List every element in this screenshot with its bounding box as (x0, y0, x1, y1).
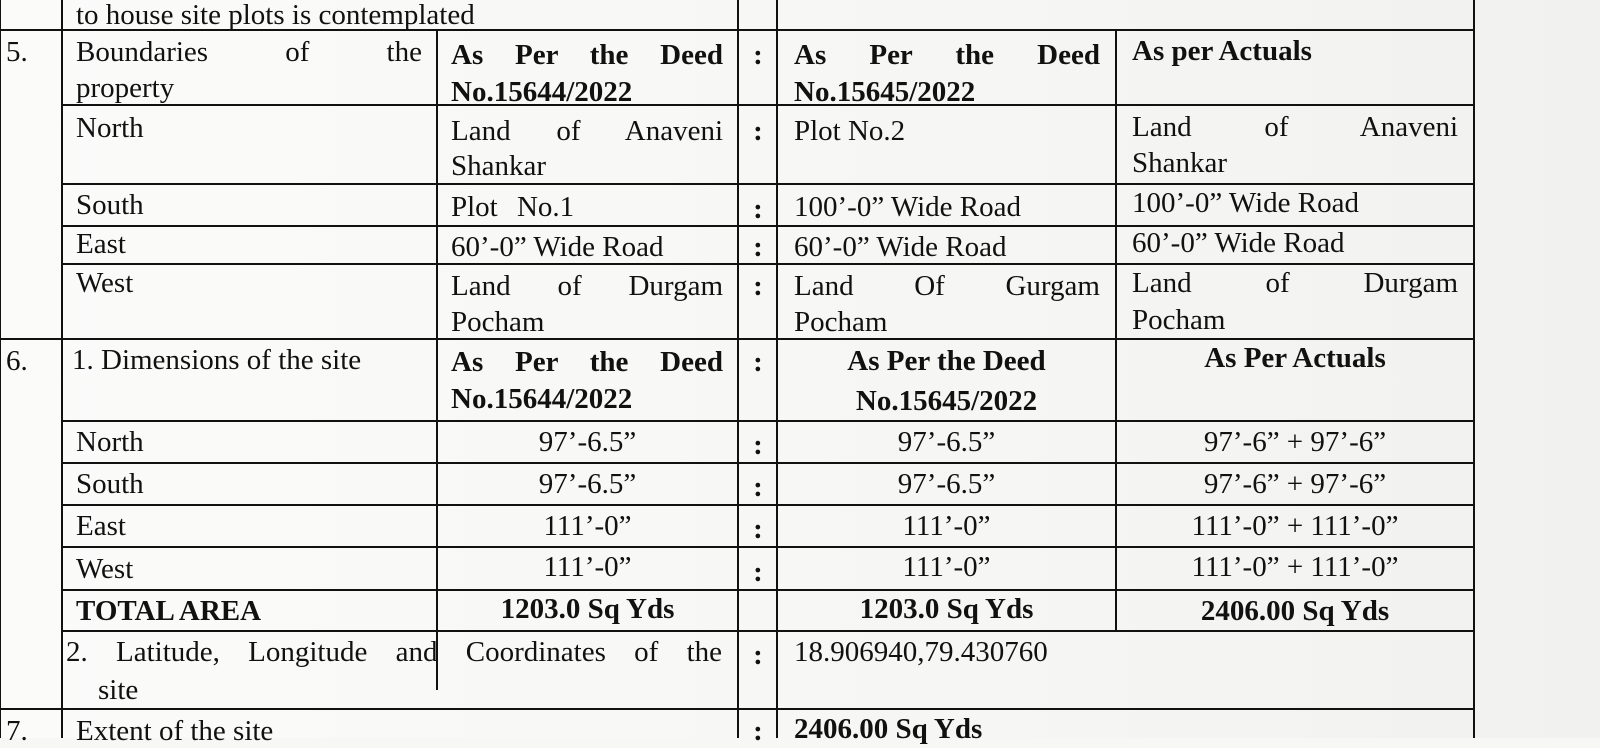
row-number-7: 7. (6, 715, 28, 747)
row-line (61, 630, 1475, 632)
row-line (61, 589, 1475, 591)
deed2-header-number: No.15645/2022 (794, 76, 976, 108)
actuals-header: As Per Actuals (1204, 342, 1386, 374)
deed1-header: As Per the Deed (451, 39, 723, 71)
row-line (61, 420, 1475, 422)
border-left (0, 0, 1, 738)
row-line (61, 183, 1475, 185)
boundary-actual: 60’-0” Wide Road (1132, 227, 1345, 259)
row-line (61, 462, 1475, 464)
deed2-header: As Per the Deed (794, 39, 1100, 71)
boundary-deed1-line2: Pocham (451, 306, 545, 338)
dimension-deed2: 97’-6.5” (897, 426, 996, 458)
boundary-deed1: 60’-0” Wide Road (451, 231, 664, 263)
deed2-header-number: No.15645/2022 (855, 385, 1038, 417)
deed1-header-number: No.15644/2022 (451, 383, 633, 415)
dimension-deed2: 97’-6.5” (897, 468, 996, 500)
colon: : (753, 231, 763, 263)
total-area-actual: 2406.00 Sq Yds (1200, 595, 1390, 627)
boundary-direction: East (76, 228, 126, 260)
boundary-direction: West (76, 267, 134, 299)
boundary-deed1: Land of Durgam (451, 270, 723, 302)
dimension-deed1: 111’-0” (543, 551, 632, 583)
colon: : (753, 115, 763, 147)
deed1-header: As Per the Deed (451, 346, 723, 378)
dimensions-label: 1. Dimensions of the site (72, 344, 362, 376)
col-line-1 (61, 0, 63, 738)
row-line (0, 708, 1475, 710)
colon: : (753, 270, 763, 302)
boundary-deed1: Land of Anaveni (451, 115, 723, 147)
top-row-text: to house site plots is contemplated (76, 0, 475, 31)
boundary-deed1: Plot No.1 (451, 191, 575, 223)
boundary-actual: Land of Anaveni (1132, 111, 1458, 143)
colon: : (753, 429, 763, 461)
label-word: the (386, 36, 422, 68)
boundaries-label (76, 35, 422, 69)
col-line-2 (436, 30, 438, 690)
boundaries-label-line2: property (76, 72, 175, 104)
dimension-direction: East (76, 510, 126, 542)
boundary-deed2: 60’-0” Wide Road (794, 231, 1007, 263)
boundary-actual: Land of Durgam (1132, 267, 1458, 299)
total-area-deed2: 1203.0 Sq Yds (859, 593, 1034, 625)
boundary-actual: 100’-0” Wide Road (1132, 187, 1360, 219)
colon: : (753, 513, 763, 545)
dimension-actual: 97’-6” + 97’-6” (1203, 468, 1387, 500)
dimension-actual: 111’-0” + 111’-0” (1191, 510, 1399, 542)
border-right (1473, 0, 1475, 738)
dimension-actual: 111’-0” + 111’-0” (1191, 551, 1399, 583)
dimension-deed1: 97’-6.5” (538, 468, 637, 500)
boundary-direction: North (76, 112, 144, 144)
label-word: Boundaries (76, 36, 209, 68)
dimension-direction: West (76, 553, 134, 585)
latlong-label: 2. Latitude, Longitude and Coordinates of the (66, 636, 722, 668)
latlong-value: 18.906940,79.430760 (794, 636, 1048, 668)
boundary-deed2: Land Of Gurgam (794, 270, 1100, 302)
actuals-header: As per Actuals (1132, 35, 1312, 67)
deed2-header: As Per the Deed (847, 345, 1046, 377)
label-word: of (285, 36, 310, 68)
total-area-label: TOTAL AREA (76, 595, 262, 627)
colon: : (753, 556, 763, 588)
dimension-deed2: 111’-0” (902, 551, 991, 583)
boundary-deed2: Plot No.2 (794, 115, 906, 147)
colon: : (753, 639, 763, 671)
deed1-header-number: No.15644/2022 (451, 76, 633, 108)
dimension-direction: South (76, 468, 144, 500)
row-number-5: 5. (6, 36, 28, 68)
col-line-3 (737, 0, 739, 738)
boundary-deed2-line2: Pocham (794, 306, 888, 338)
boundary-actual-line2: Pocham (1132, 304, 1226, 336)
colon: : (753, 715, 763, 747)
boundary-actual-line2: Shankar (1132, 147, 1228, 179)
colon: : (753, 193, 763, 225)
colon: : (753, 39, 763, 71)
dimension-actual: 97’-6” + 97’-6” (1203, 426, 1387, 458)
colon: : (753, 346, 763, 378)
row-line (61, 504, 1475, 506)
row-number-6: 6. (6, 345, 28, 377)
boundary-direction: South (76, 189, 144, 221)
boundary-deed2: 100’-0” Wide Road (794, 191, 1022, 223)
total-area-deed1: 1203.0 Sq Yds (500, 593, 675, 625)
extent-label: Extent of the site (76, 715, 274, 747)
row-line (61, 263, 1475, 265)
dimension-direction: North (76, 426, 144, 458)
colon: : (753, 471, 763, 503)
dimension-deed1: 111’-0” (543, 510, 632, 542)
row-line (61, 546, 1475, 548)
dimension-deed2: 111’-0” (902, 510, 991, 542)
latlong-label-line2: site (98, 674, 139, 706)
row-line (61, 104, 1475, 106)
boundary-deed1-line2: Shankar (451, 150, 547, 182)
dimension-deed1: 97’-6.5” (538, 426, 637, 458)
extent-value: 2406.00 Sq Yds (794, 713, 983, 745)
row-line (0, 338, 1475, 340)
